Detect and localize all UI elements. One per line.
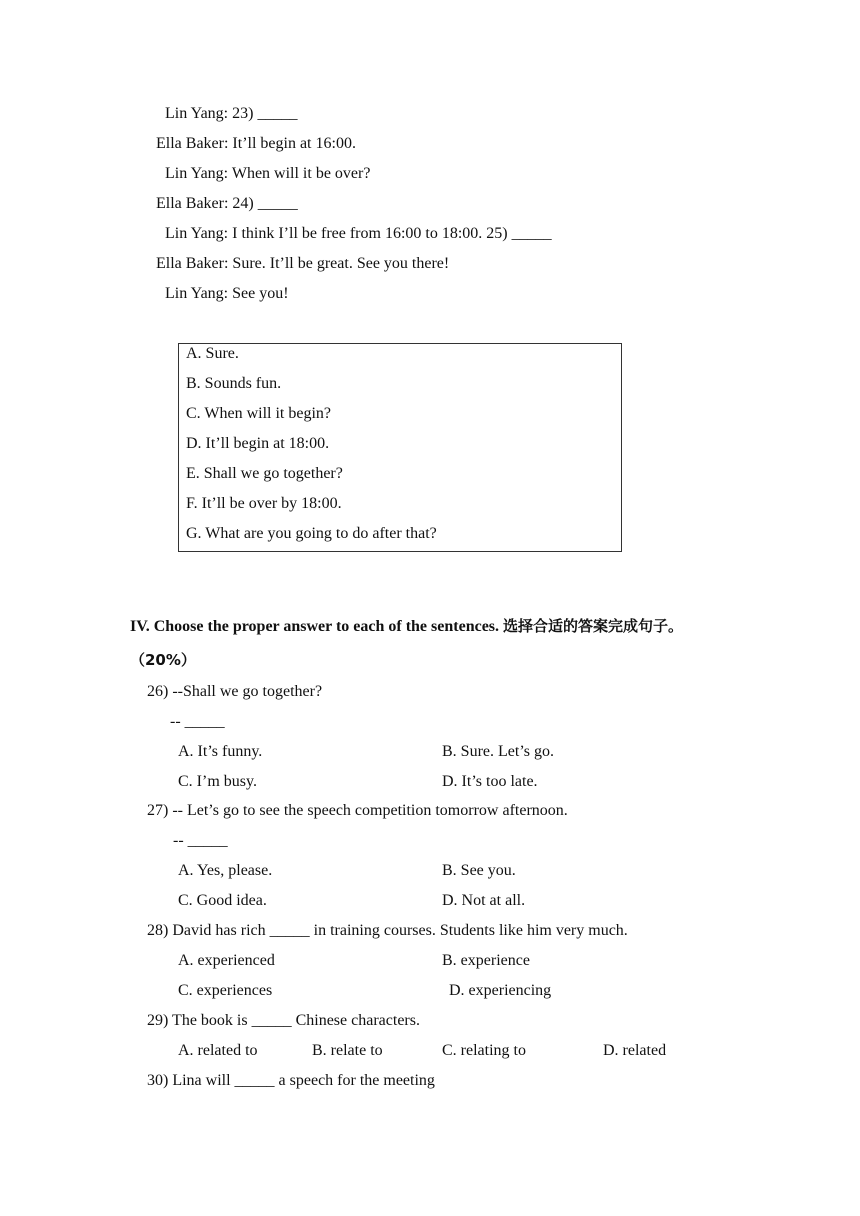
- question-29-option-d: D. related: [603, 1042, 667, 1059]
- question-26-option-b: B. Sure. Let’s go.: [442, 743, 554, 760]
- dialogue-line-23: Lin Yang: 23) _____: [165, 105, 298, 122]
- dialogue-line: Lin Yang: See you!: [165, 285, 289, 302]
- question-27-stem: 27) -- Let’s go to see the speech competition tomorrow afternoon.: [147, 802, 568, 819]
- dialogue-line-24: Ella Baker: 24) _____: [156, 195, 298, 212]
- dialogue-line: Ella Baker: Sure. It’ll be great. See you there!: [156, 255, 450, 272]
- dialogue-line: Ella Baker: It’ll begin at 16:00.: [156, 135, 356, 152]
- question-26-option-d: D. It’s too late.: [442, 773, 538, 790]
- question-28-option-a: A. experienced: [178, 952, 275, 969]
- option-item: C. When will it begin?: [186, 405, 332, 422]
- question-27-option-a: A. Yes, please.: [178, 862, 273, 879]
- option-item: B. Sounds fun.: [186, 375, 282, 392]
- question-29-option-a: A. related to: [178, 1042, 258, 1059]
- question-26-stem: 26) --Shall we go together?: [147, 683, 323, 700]
- question-27-reply: -- _____: [173, 832, 228, 849]
- question-29-option-b: B. relate to: [312, 1042, 383, 1059]
- option-item: G. What are you going to do after that?: [186, 525, 437, 542]
- option-item: A. Sure.: [186, 345, 239, 362]
- option-item: E. Shall we go together?: [186, 465, 343, 482]
- question-28-option-d: D. experiencing: [449, 982, 552, 999]
- dialogue-line: Lin Yang: When will it be over?: [165, 165, 371, 182]
- question-26-option-a: A. It’s funny.: [178, 743, 263, 760]
- section-score: （20%）: [130, 651, 196, 669]
- question-27-option-b: B. See you.: [442, 862, 516, 879]
- question-28-option-c: C. experiences: [178, 982, 273, 999]
- dialogue-line-25: Lin Yang: I think I’ll be free from 16:00 to 18:00. 25) _____: [165, 225, 552, 242]
- section-title-en: IV. Choose the proper answer to each of the sentences.: [130, 618, 504, 635]
- question-27-option-d: D. Not at all.: [442, 892, 526, 909]
- question-28-option-b: B. experience: [442, 952, 530, 969]
- question-29-option-c: C. relating to: [442, 1042, 526, 1059]
- option-item: F. It’ll be over by 18:00.: [186, 495, 342, 512]
- section-title-cn: 选择合适的答案完成句子。: [503, 617, 684, 635]
- section-heading: [130, 616, 683, 637]
- question-27-option-c: C. Good idea.: [178, 892, 267, 909]
- question-30-stem: 30) Lina will _____ a speech for the meeting: [147, 1072, 435, 1089]
- option-item: D. It’ll begin at 18:00.: [186, 435, 330, 452]
- question-26-option-c: C. I’m busy.: [178, 773, 257, 790]
- question-26-reply: -- _____: [170, 713, 225, 730]
- question-29-stem: 29) The book is _____ Chinese characters.: [147, 1012, 420, 1029]
- question-28-stem: 28) David has rich _____ in training courses. Students like him very much.: [147, 922, 628, 939]
